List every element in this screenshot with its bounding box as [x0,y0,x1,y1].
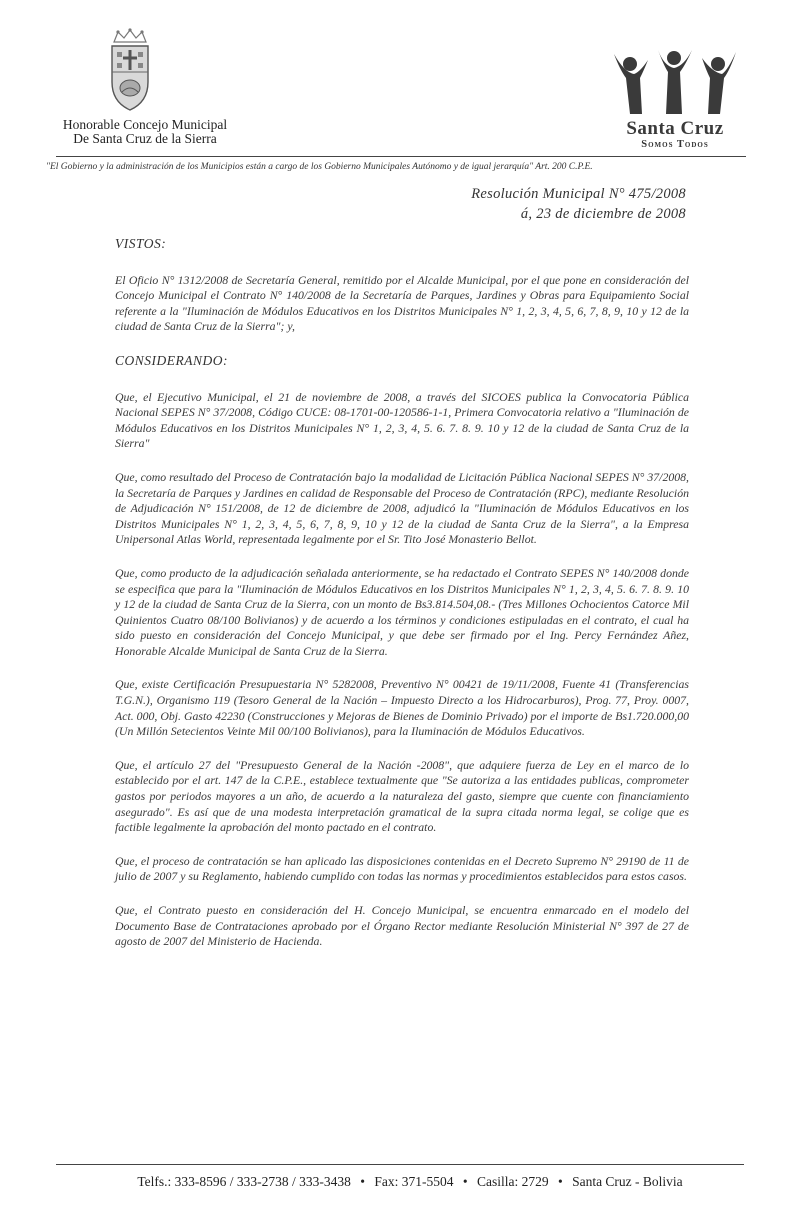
considerando-paragraph: Que, el proceso de contratación se han aplicado las disposiciones contenidas en el Decreto Supremo N° 29190 de 11 de julio de 2007 y su Reglamento, habiendo cumplido con todas las normas y procedimientos establecidos para estos casos. [115,853,689,884]
resolution-body [115,236,689,968]
footer-separator: • [462,1174,468,1189]
contact-footer [120,1174,700,1190]
footer-separator: • [557,1174,563,1189]
resolution-date: á, 23 de diciembre de 2008 [520,206,686,222]
footer-separator: • [360,1174,365,1189]
footer-city: Santa Cruz - Bolivia [572,1174,683,1189]
considerando-paragraph: Que, existe Certificación Presupuestaria N° 5282008, Preventivo N° 00421 de 19/11/2008, Fuente 41 (Transferencias T.G.N.), Organismo 119 (Tesoro General de la Nación – Impuesto Directo a los Hidrocarburos), Prog. 77, Proy. 0007, Act. 000, Obj. Gasto 42230 (Construcciones y Mejoras de Bienes de Dominio Privado) por el importe de Bs1.720.000,00 (Un Millón Setecientos Veinte Mil 00/100 Bolivianos), para la Iluminación de Módulos Educativos. [115,677,689,739]
resolution-title: Resolución Municipal N° 475/2008 [471,186,686,202]
municipal-coat-of-arms-icon [106,28,154,114]
considerando-paragraph: Que, el Ejecutivo Municipal, el 21 de noviembre de 2008, a través del SICOES publica la Convocatoria Pública Nacional SEPES N° 37/2008, Código CUCE: 08-1701-00-120586-1-1, Primera Convocatoria relativo a "Iluminación de Módulos Educativos en los Distritos Municipales N° 1, 2, 3, 4, 5. 6. 7. 8. 9. 10 y 12 de la ciudad de Santa Cruz de la Sierra" [115,389,689,451]
brand-title: Santa Cruz [626,118,724,139]
considerando-paragraph: Que, como producto de la adjudicación señalada anteriormente, se ha redactado el Contrato SEPES N° 140/2008 donde se especifica que para la "Iluminación de Módulos Educativos en los Distritos Municipales N° 1, 2, 3, 4, 5. 6. 7. 8. 9. 10 y 12 de la ciudad de Santa Cruz de la Sierra, con un monto de Bs3.814.504,08.- (Tres Millones Ochocientos Catorce Mil Quinientos Cuatro 08/100 Bolivianos) y de acuerdo a los términos y condiciones estipuladas en el contrato, el cual ha sido puesto en consideración del Concejo Municipal, y que debe ser firmado por el Ing. Percy Fernández Añez, Honorable Alcalde Municipal de Santa Cruz de la Sierra. [115,565,689,658]
santa-cruz-people-logo-icon [600,48,750,120]
considerando-paragraph: Que, el artículo 27 del "Presupuesto General de la Nación -2008", que adquiere fuerza de Ley en el marco de lo establecido por el art. 147 de la C.P.E., establece textualmente que "Se autoriza a las entidades publicas, comprometer gastos por periodos mayores a un año, de acuerdo a la naturaleza del gasto, siempre que cuente con financiamiento asegurado". Es así que de una modesta interpretación gramatical de la supra citada norma legal, se colige que es factible legalmente la aprobación del monto pactado en el contrato. [115,757,689,835]
council-name-line2: De Santa Cruz de la Sierra [73,131,217,146]
header-divider [56,156,746,157]
vistos-heading: VISTOS: [115,236,167,251]
considerando-heading: CONSIDERANDO: [115,352,228,368]
considerando-paragraph: Que, como resultado del Proceso de Contratación bajo la modalidad de Licitación Pública Nacional SEPES N° 37/2008, la Secretaría de Parques y Jardines en calidad de Responsable del Proceso de Contratación (RPC), mediante Resolución de Adjudicación N° 151/2008, de 12 de diciembre de 2008, adjudicó la "Iluminación de Módulos Educativos en los Distritos Municipales N° 1, 2, 3, 4, 5, 6, 7, 8, 9, 10 y 12 de la ciudad de Santa Cruz de la Sierra", a la Empresa Unipersonal Atlas World, representada legalmente por el Sr. Tito José Monasterio Bellot. [115,469,689,547]
resolution-header [471,186,686,223]
constitutional-motto: "El Gobierno y la administración de los Municipios están a cargo de los Gobierno Municipales Autónomo y de igual jerarquía" Art. 200 C.P.E. [46,162,593,172]
vistos-paragraph: El Oficio N° 1312/2008 de Secretaría General, remitido por el Alcalde Municipal, por el que pone en consideración del Concejo Municipal el Contrato N° 140/2008 de la Secretaría de Parques, Jardines y Obras para Equipamiento Social referente a la "Iluminación de Módulos Educativos en los Distritos Municipales N° 1, 2, 3, 4, 5, 6, 7, 8, 9, 10 y 12 de la ciudad de Santa Cruz de la Sierra"; y, [115,272,689,334]
considerando-paragraph: Que, el Contrato puesto en consideración del H. Concejo Municipal, se encuentra enmarcado en el modelo del Documento Base de Contrataciones aprobado por el Órgano Rector mediante Resolución Ministerial N° 397 de 27 de agosto de 2007 del Ministerio de Hacienda. [115,903,689,949]
footer-po-box: Casilla: 2729 [476,1174,549,1189]
footer-fax: Fax: 371-5504 [374,1174,454,1189]
council-name [40,118,250,146]
council-name-line1: Honorable Concejo Municipal [62,117,228,132]
footer-divider [56,1164,744,1165]
brand-subtitle: Somos Todos [641,139,709,150]
footer-phones: Telfs.: 333-8596 / 333-2738 / 333-3438 [137,1174,351,1189]
santa-cruz-logo [600,48,750,152]
